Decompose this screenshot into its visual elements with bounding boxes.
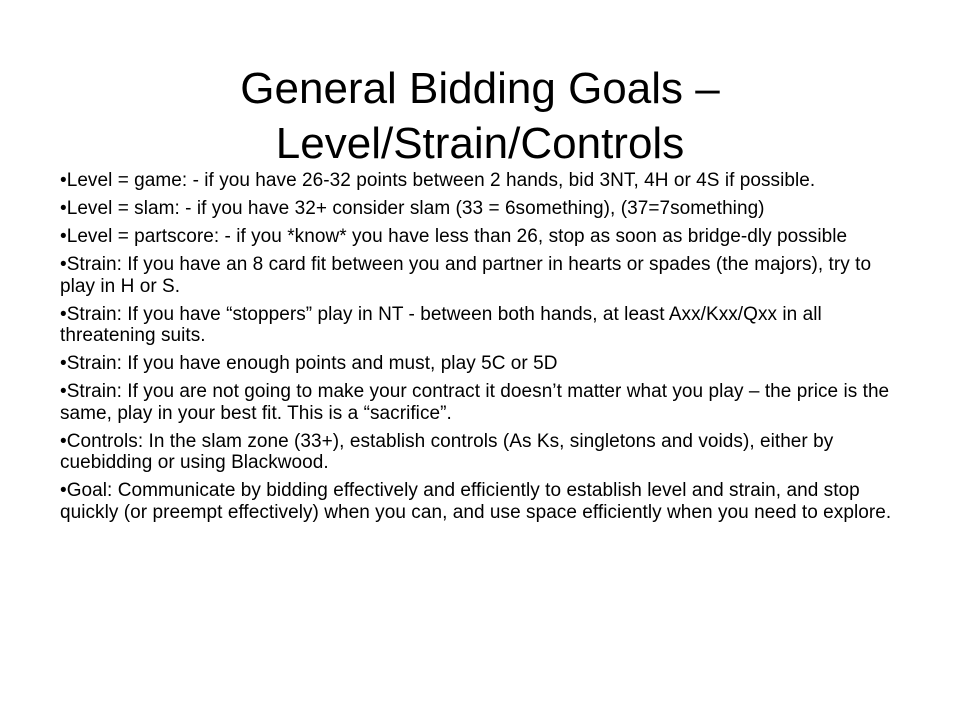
bullet-item-controls [60, 431, 910, 474]
slide-title [80, 61, 880, 171]
bullet-item-strain-major-fit [60, 254, 910, 297]
bullet-item-strain-stoppers [60, 304, 910, 347]
bullet-marker: • [60, 480, 67, 501]
slide-title-line-2: Level/Strain/Controls [275, 119, 685, 169]
bullet-item-strain-minor-game [60, 353, 910, 375]
bullet-marker: • [60, 170, 67, 191]
bullet-marker: • [60, 303, 67, 325]
bullet-marker: • [60, 381, 67, 402]
bullet-text: Strain: If you have enough points and must, play 5C or 5D [66, 353, 558, 374]
bullet-text: Level = slam: - if you have 32+ consider slam (33 = 6something), (37=7something) [66, 198, 765, 219]
bullet-item-level-partscore [60, 226, 910, 248]
bullet-text: Strain: If you have an 8 card fit between you and partner in hearts or spades (the majors), try to play in H or S. [60, 254, 872, 297]
bullet-marker: • [60, 353, 67, 374]
bullet-marker: • [60, 254, 67, 275]
bullet-marker: • [60, 430, 67, 452]
bullet-marker: • [60, 198, 67, 219]
bullet-text: Goal: Communicate by bidding effectively and efficiently to establish level and strain, and stop quickly (or preempt effectively) when you can, and use space efficiently when you need to explore. [60, 480, 892, 523]
bullet-item-level-slam [60, 198, 910, 220]
bullet-item-level-game [60, 170, 910, 192]
bullet-text: Controls: In the slam zone (33+), establish controls (As Ks, singletons and voids), either by cuebidding or using Blackwood. [60, 430, 834, 473]
bullet-list [60, 170, 910, 530]
bullet-marker: • [60, 226, 67, 247]
bullet-text: Strain: If you are not going to make your contract it doesn’t matter what you play – the price is the same, play in your best fit. This is a “sacrifice”. [60, 381, 890, 424]
slide-title-line-1: General Bidding Goals – [240, 64, 720, 114]
bullet-text: Level = partscore: - if you *know* you have less than 26, stop as soon as bridge-dly possible [66, 226, 848, 247]
bullet-item-strain-sacrifice [60, 381, 910, 424]
bullet-text: Level = game: - if you have 26-32 points between 2 hands, bid 3NT, 4H or 4S if possible. [66, 170, 816, 191]
bullet-text: Strain: If you have “stoppers” play in NT - between both hands, at least Axx/Kxx/Qxx in all threatening suits. [60, 303, 822, 346]
bullet-item-goal [60, 480, 910, 523]
